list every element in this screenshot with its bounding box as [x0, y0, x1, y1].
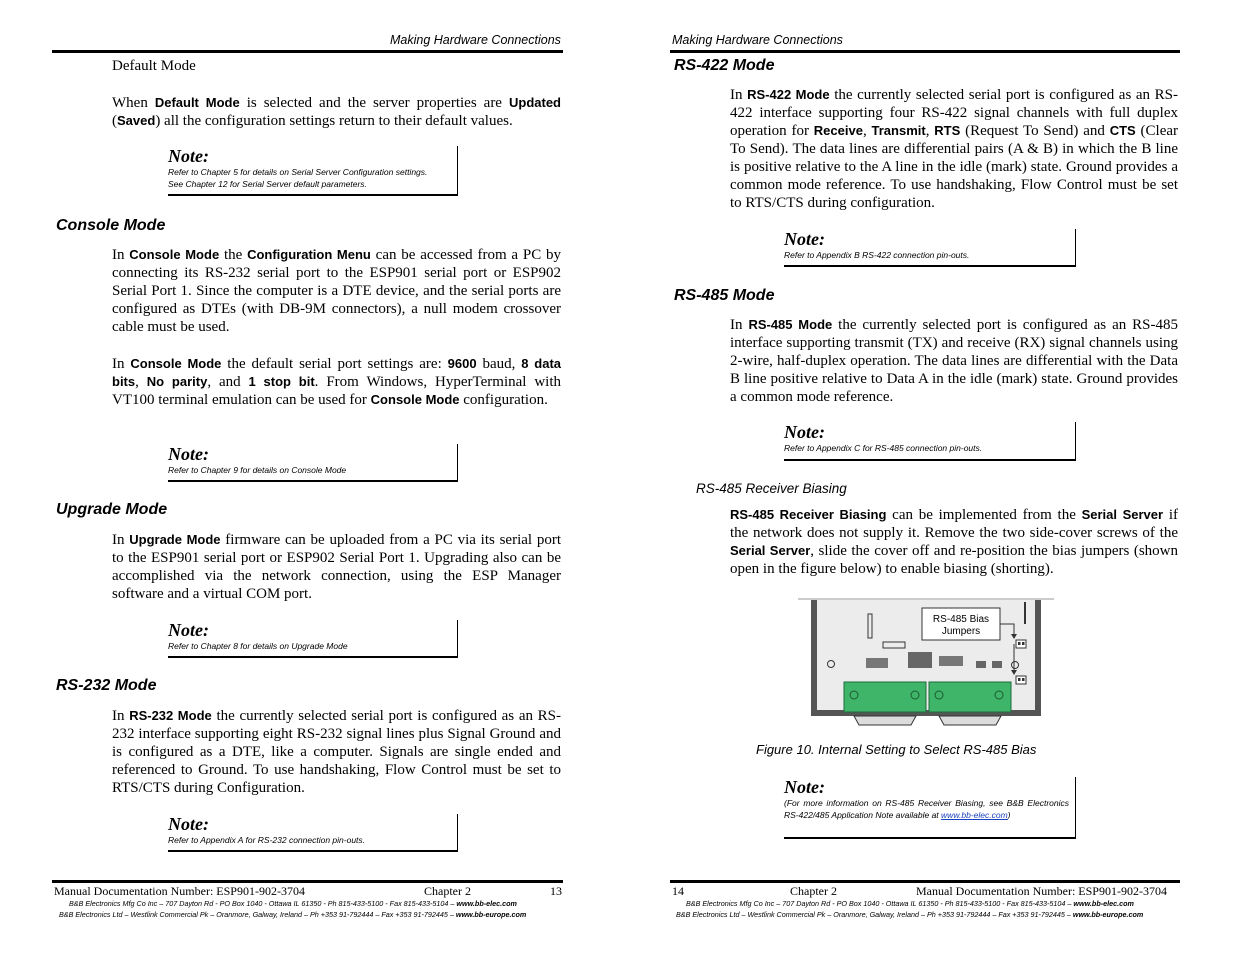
chip	[992, 661, 1002, 668]
footer-address-eu: B&B Electronics Ltd – Westlink Commercial Pk – Oranmore, Galway, Ireland – Ph +353 91-792444 – Fax +353 91-792445 – www.bb-europe.com	[59, 910, 527, 919]
jumper-pin	[1022, 678, 1025, 681]
note-box	[784, 229, 1076, 267]
note-box	[168, 146, 458, 196]
section-title-rs485-mode: RS-485 Mode	[674, 287, 775, 304]
jumper-pin	[1018, 678, 1021, 681]
rs232-mode-paragraph: In RS-232 Mode the currently selected serial port is configured as an RS-232 interface supporting eight RS-232 signal lines plus Signal Ground and is configured as a DTE, like a computer. Signals are single ended and referenced to Ground. To use handshaking, Flow Control must be set to RTS/CTS during Configuration.	[112, 708, 562, 796]
bias-jumper-label-line-2: Jumpers	[941, 626, 981, 637]
running-head: Making Hardware Connections	[390, 33, 561, 47]
note-text: Refer to Chapter 5 for details on Serial Server Configuration settings.	[168, 167, 428, 177]
footer-rule	[670, 880, 1180, 883]
console-mode-paragraph-2: In Console Mode the default serial port settings are: 9600 baud, 8 data bits, No parity, and 1 stop bit. From Windows, HyperTerminal with VT100 terminal emulation can be used for Console Mode configuration.	[112, 356, 562, 408]
footer-address-us: B&B Electronics Mfg Co Inc – 707 Dayton Rd - PO Box 1040 - Ottawa IL 61350 - Ph 815-433-5100 - Fax 815-433-5104 – www.bb-elec.com	[69, 899, 517, 908]
section-title-console-mode: Console Mode	[56, 217, 166, 234]
note-title: Note:	[168, 620, 209, 640]
left-page	[52, 0, 612, 954]
default-mode-paragraph: When Default Mode is selected and the server properties are Updated (Saved) all the configuration settings return to their default values.	[112, 95, 561, 129]
enclosure-left-wall	[811, 600, 817, 714]
biasing-paragraph: RS-485 Receiver Biasing can be implemented from the Serial Server if the network does not supply it. Remove the two side-cover screws of the Serial Server, slide the cover off and re-position the bias jumpers (shown open in the figure below) to enable biasing (shorting).	[730, 507, 1178, 577]
note-title: Note:	[784, 777, 825, 797]
note-title: Note:	[168, 146, 209, 166]
bias-jumper-label-line-1: RS-485 Bias	[932, 614, 990, 625]
note-title: Note:	[784, 229, 825, 249]
terminal-block-left	[844, 682, 926, 712]
chip	[976, 661, 986, 668]
jumper-pin	[1018, 642, 1021, 645]
rs422-mode-paragraph: In RS-422 Mode the currently selected serial port is configured as an RS-422 interface supporting four RS-422 signal channels with full duplex operation for Receive, Transmit, RTS (Request To Send) and CTS (Clear To Send). The data lines are differential pairs (A & B) in which the B line is positive relative to the A line in the idle (mark) state. Ground provides a common mode reference. To use handshaking, Flow Control must be set to RTS/CTS during configuration.	[730, 87, 1179, 211]
db9-connector-right	[939, 716, 1001, 725]
section-title-upgrade-mode: Upgrade Mode	[56, 501, 168, 518]
section-title-rs232-mode: RS-232 Mode	[56, 677, 157, 694]
note-text: (For more information on RS-485 Receiver Biasing, see B&B Electronics RS-422/485 Application Note available at www.bb-elec.com)	[784, 798, 1069, 820]
note-text: Refer to Chapter 8 for details on Upgrade Mode	[168, 641, 348, 651]
note-title: Note:	[784, 422, 825, 442]
footer-address-us: B&B Electronics Mfg Co Inc – 707 Dayton Rd - PO Box 1040 - Ottawa IL 61350 - Ph 815-433-5100 - Fax 815-433-5104 – www.bb-elec.com	[686, 899, 1134, 908]
db9-connector-left	[854, 716, 916, 725]
footer-rule	[52, 880, 563, 883]
default-mode-heading: Default Mode	[112, 58, 196, 74]
footer-address-eu: B&B Electronics Ltd – Westlink Commercial Pk – Oranmore, Galway, Ireland – Ph +353 91-792444 – Fax +353 91-792445 – www.bb-europe.com	[676, 910, 1144, 919]
upgrade-mode-paragraph: In Upgrade Mode firmware can be uploaded from a PC via its serial port to the ESP901 serial port or ESP902 Serial Port 1. Upgrading also can be accomplished via the network connection, using the ESP Manager software and a virtual COM port.	[112, 532, 561, 602]
note-box	[168, 814, 458, 852]
footer-doc-number: Manual Documentation Number: ESP901-902-3704	[916, 884, 1167, 898]
footer-doc-number: Manual Documentation Number: ESP901-902-3704	[54, 884, 305, 898]
footer-page-number: 14	[672, 884, 684, 898]
footer-chapter: Chapter 2	[424, 884, 471, 898]
note-text: Refer to Appendix B RS-422 connection pin-outs.	[784, 250, 970, 260]
header-rule	[52, 50, 563, 53]
note-text: Refer to Appendix C for RS-485 connection pin-outs.	[784, 443, 983, 453]
figure-caption: Figure 10. Internal Setting to Select RS-485 Bias	[756, 742, 1037, 757]
rs485-mode-paragraph: In RS-485 Mode the currently selected port is configured as an RS-485 interface supporting transmit (TX) and receive (RX) signal channels using 2-wire, half-duplex operation. The data lines are differential with the Data B line positive relative to Data A in the idle (mark) state. Ground provides a common mode reference.	[730, 317, 1179, 405]
note-text: See Chapter 12 for Serial Server default parameters.	[168, 179, 367, 189]
note-text: Refer to Chapter 9 for details on Console Mode	[168, 465, 347, 475]
note-title: Note:	[168, 814, 209, 834]
note-box	[784, 777, 1076, 839]
note-box	[168, 444, 458, 482]
footer-chapter: Chapter 2	[790, 884, 837, 898]
console-mode-paragraph-1: In Console Mode the Configuration Menu can be accessed from a PC by connecting its RS-232 serial port to the ESP901 serial port or ESP902 Serial Port 1. Since the computer is a DTE device, and the serial ports are configured as DTEs (with DB-9M connectors), a null modem crossover cable must be used.	[112, 247, 561, 335]
chip	[908, 652, 932, 668]
header-rule	[670, 50, 1180, 53]
terminal-block-right	[929, 682, 1011, 712]
note-title: Note:	[168, 444, 209, 464]
section-title-rs422-mode: RS-422 Mode	[674, 57, 775, 74]
note-box	[784, 422, 1076, 461]
rs485-bias-board-figure	[798, 598, 1054, 726]
footer-page-number: 13	[550, 884, 562, 898]
right-page	[670, 0, 1180, 954]
running-head: Making Hardware Connections	[672, 33, 843, 47]
note-box	[168, 620, 458, 658]
note-text: Refer to Appendix A for RS-232 connection pin-outs.	[168, 835, 366, 845]
chip	[866, 658, 888, 668]
subhead-rs485-receiver-biasing: RS-485 Receiver Biasing	[696, 481, 847, 496]
chip	[939, 656, 963, 666]
jumper-pin	[1022, 642, 1025, 645]
bb-elec-link[interactable]: www.bb-elec.com	[941, 810, 1008, 820]
enclosure-right-wall	[1035, 600, 1041, 714]
